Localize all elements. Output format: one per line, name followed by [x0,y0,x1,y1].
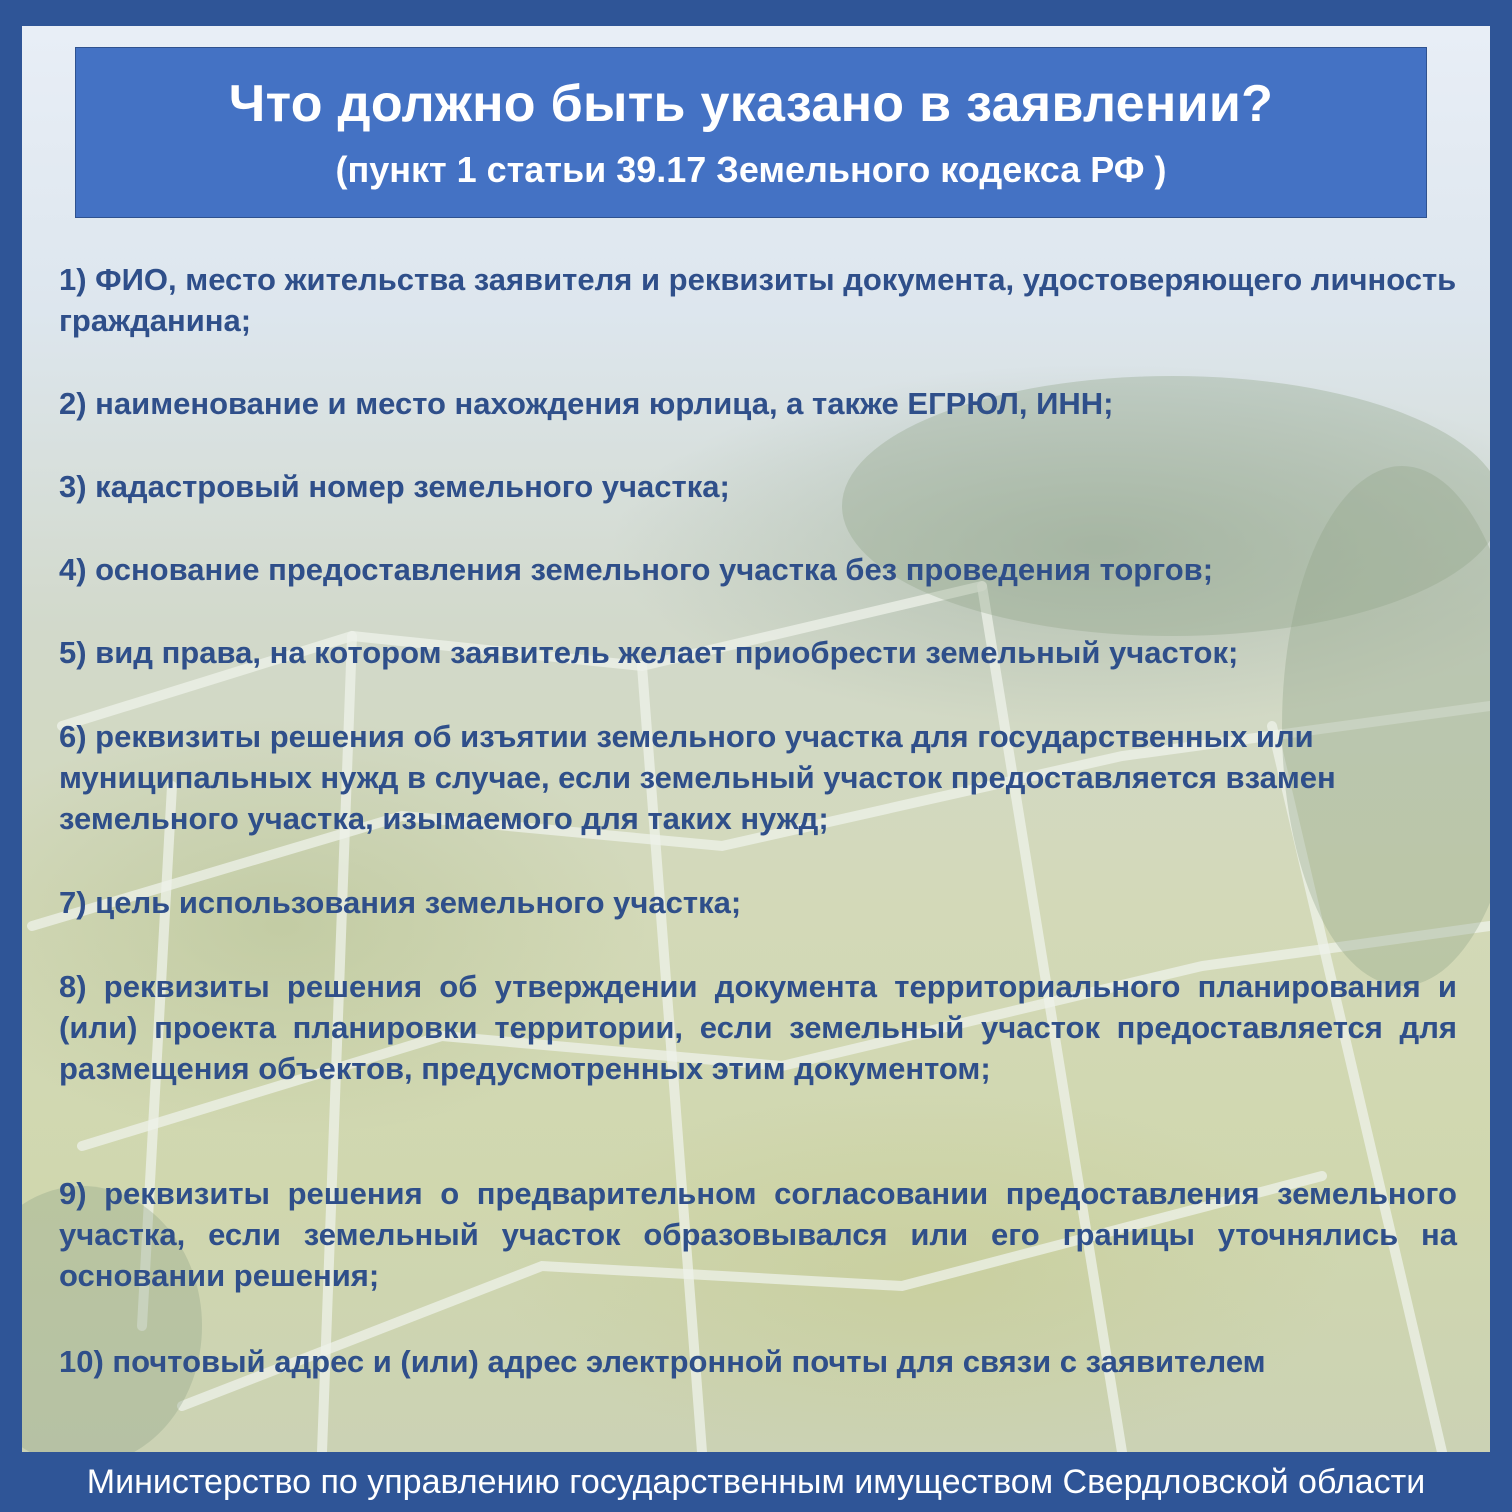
page-title: Что должно быть указано в заявлении? [228,75,1274,133]
list-item: 7) цель использования земельного участка; [59,885,742,920]
list-item: 3) кадастровый номер земельного участка; [59,469,730,504]
page-subtitle: (пункт 1 статьи 39.17 Земельного кодекса РФ ) [335,149,1167,190]
list-item: 2) наименование и место нахождения юрлица, а также ЕГРЮЛ, ИНН; [59,386,1114,421]
list-item: 1) ФИО, место жительства заявителя и реквизиты документа, удостоверяющего личность гражданина; [59,262,1457,338]
list-item: 8) реквизиты решения об утверждении документа территориального планирования и (или) проекта планировки территории, если земельный участок предоставляется для размещения объектов, предусмотренных этим документом; [59,969,1457,1086]
list-item: 10) почтовый адрес и (или) адрес электронной почты для связи с заявителем [59,1344,1266,1379]
list-item: 4) основание предоставления земельного участка без проведения торгов; [59,552,1214,587]
content-panel [22,26,1490,1452]
footer-ministry-name: Министерство по управлению государственным имуществом Свердловской области [86,1463,1426,1501]
list-item: 6) реквизиты решения об изъятии земельного участка для государственных или муниципальных нужд в случае, если земельный участок предоставляется взамен земельного участка, изымаемого для таких нужд; [59,719,1336,836]
list-item: 9) реквизиты решения о предварительном согласовании предоставления земельного участка, если земельный участок образовывался или его границы уточнялись на основании решения; [59,1176,1457,1293]
header-box [75,47,1427,218]
list-item: 5) вид права, на котором заявитель желает приобрести земельный участок; [59,635,1239,670]
